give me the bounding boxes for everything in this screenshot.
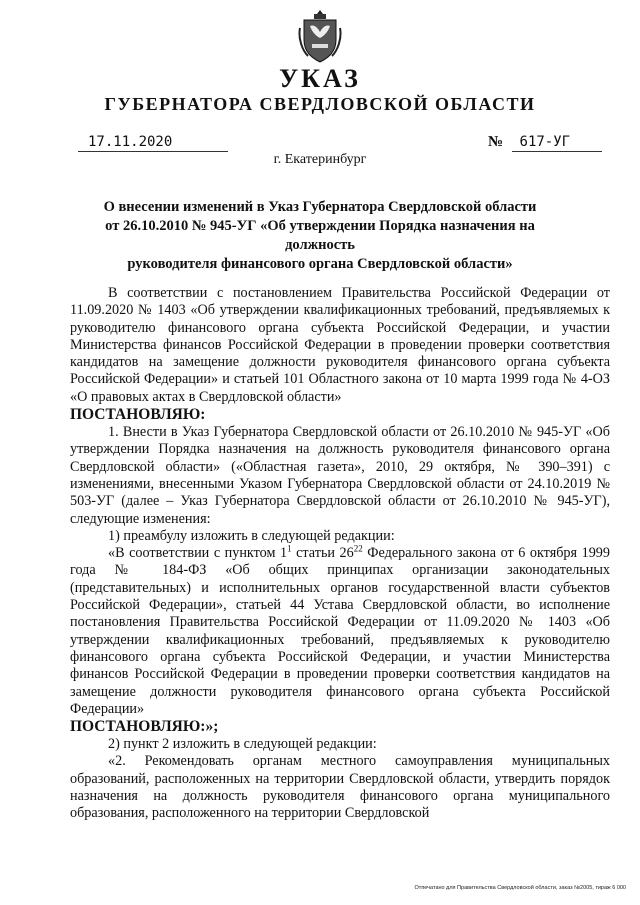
- date-number-row: [78, 133, 608, 153]
- coat-of-arms-icon: [298, 8, 342, 64]
- decree-body: [70, 285, 610, 823]
- decree-heading-quoted: ПОСТАНОВЛЯЮ:»;: [70, 718, 219, 736]
- subject-line: от 26.10.2010 № 945-УГ «Об утверждении Порядка назначения на должность: [105, 218, 535, 253]
- quote-text: Федерального закона от 6 октября 1999 года № 184-ФЗ «Об общих принципах организации законодательных (представительных) и исполнительных органов государственной власти субъектов Российской Федерации», статьей 44 Устава Свердловской области, во исполнение постановления Правительства Российской Федерации от 11.09.2020 № 1403 «Об утверждении квалификационных требований, предъявляемых к руководителю финансового органа субъекта Российской Федерации, и участии Министерства финансов Российской Федерации в проведении проверки соответствия кандидатов на замещение должности руководителя финансового органа субъекта Российской Федерации»: [70, 545, 610, 717]
- number-sign: №: [488, 134, 504, 150]
- decree-number-block: [488, 133, 608, 152]
- document-type-title: УКАЗ: [279, 64, 361, 93]
- subitem-1: 1) преамбулу изложить в следующей редакции:: [108, 527, 395, 544]
- quoted-item-2: «2. Рекомендовать органам местного самоуправления муниципальных образований, расположенных на территории Свердловской области, утвердить порядок назначения на должность руководителя финансового органа муниципального образования, расположенного на территории Свердловской: [70, 753, 610, 822]
- subject-line: руководителя финансового органа Свердловской области»: [127, 256, 513, 272]
- subject-line: О внесении изменений в Указ Губернатора Свердловской области: [103, 199, 537, 215]
- decree-date: 17.11.2020: [78, 133, 228, 152]
- quoted-preamble: [70, 545, 610, 718]
- intro-paragraph: В соответствии с постановлением Правительства Российской Федерации от 11.09.2020 № 1403 «Об утверждении квалификационных требований, предъявляемых к руководителю финансового органа субъекта Российской Федерации, и участии Министерства финансов Российской Федерации в проведении проверки соответствия кандидатов на замещение должности руководителя финансового органа субъекта Российской Федерации» и статьей 101 Областного закона от 10 марта 1999 года № 4-ОЗ «О правовых актах в Свердловской области»: [70, 285, 610, 405]
- quote-text: статьи 26: [291, 545, 354, 562]
- city: г. Екатеринбург: [273, 152, 367, 167]
- decree-number: 617-УГ: [512, 133, 602, 152]
- decree-heading: ПОСТАНОВЛЯЮ:: [70, 406, 206, 424]
- quote-text: «В соответствии с пунктом 1: [108, 545, 288, 562]
- superscript: 22: [353, 543, 363, 554]
- print-note: Отпечатано для Правительства Свердловской области, заказ №2005, тираж 6 000: [414, 885, 626, 891]
- item-1-paragraph: 1. Внести в Указ Губернатора Свердловской области от 26.10.2010 № 945-УГ «Об утверждении Порядка назначения на должность руководителя финансового органа Свердловской области» («Областная газета», 2010, 29 октября, № 390–391) с изменениями, внесенными Указом Губернатора Свердловской области от 24.10.2019 № 503-УГ (далее – Указ Губернатора Свердловской области от 26.10.2010 № 945-УГ), следующие изменения:: [70, 424, 610, 527]
- subitem-2: 2) пункт 2 изложить в следующей редакции:: [108, 736, 377, 753]
- issuer-title: ГУБЕРНАТОРА СВЕРДЛОВСКОЙ ОБЛАСТИ: [104, 94, 536, 114]
- superscript: 1: [287, 543, 292, 554]
- decree-subject: [70, 198, 570, 274]
